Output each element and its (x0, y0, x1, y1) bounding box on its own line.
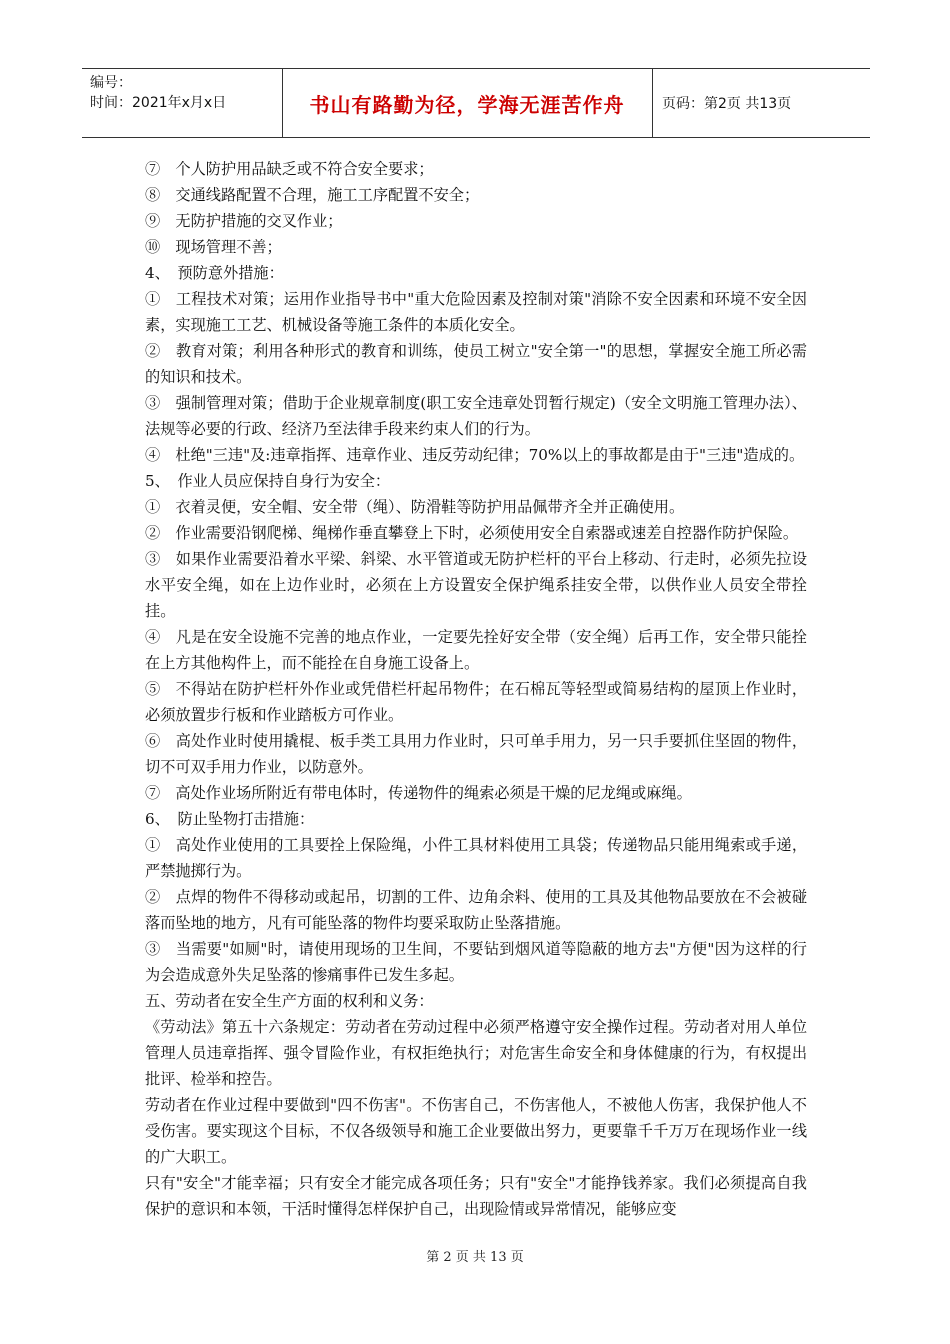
page-footer: 第 2 页 共 13 页 (426, 1250, 524, 1265)
paragraph: ⑤ 不得站在防护栏杆外作业或凭借栏杆起吊物件；在石棉瓦等轻型或简易结构的屋顶上作业时，必须放置步行板和作业踏板方可作业。 (145, 680, 807, 724)
paragraph: 《劳动法》第五十六条规定：劳动者在劳动过程中必须严格遵守安全操作过程。劳动者对用人单位管理人员违章指挥、强令冒险作业，有权拒绝执行；对危害生命安全和身体健康的行为，有权提出批评、检举和控告。 (145, 1018, 807, 1088)
document-body (145, 156, 807, 1222)
paragraph: ④ 凡是在安全设施不完善的地点作业，一定要先拴好安全带（安全绳）后再工作，安全带只能拴在上方其他构件上，而不能拴在自身施工设备上。 (145, 628, 807, 672)
section-heading: 6、 防止坠物打击措施： (145, 810, 315, 828)
paragraph: ⑨ 无防护措施的交叉作业； (145, 212, 343, 230)
paragraph: 劳动者在作业过程中要做到"四不伤害"。不伤害自己，不伤害他人，不被他人伤害，我保护他人不受伤害。要实现这个目标，不仅各级领导和施工企业要做出努力，更要靠千千万万在现场作业一线的广大职工。 (145, 1096, 807, 1166)
paragraph: ① 衣着灵便，安全帽、安全带（绳）、防滑鞋等防护用品佩带齐全并正确使用。 (145, 498, 685, 516)
paragraph: ② 作业需要沿钢爬梯、绳梯作垂直攀登上下时，必须使用安全自索器或速差自控器作防护保险。 (145, 524, 799, 542)
section-heading: 4、 预防意外措施： (145, 264, 284, 282)
paragraph: ③ 当需要"如厕"时，请使用现场的卫生间，不要钻到烟风道等隐蔽的地方去"方便"因为这样的行为会造成意外失足坠落的惨痛事件已发生多起。 (145, 940, 807, 984)
header-motto: 书山有路勤为径，学海无涯苦作舟 (309, 92, 625, 117)
document-number-label: 编号： (90, 75, 132, 91)
paragraph: ③ 如果作业需要沿着水平梁、斜梁、水平管道或无防护栏杆的平台上移动、行走时，必须先拉设水平安全绳，如在上边作业时，必须在上方设置安全保护绳系挂安全带，以供作业人员安全带拴挂。 (145, 550, 807, 620)
paragraph: ① 高处作业使用的工具要拴上保险绳，小件工具材料使用工具袋；传递物品只能用绳索或手递，严禁抛掷行为。 (145, 836, 807, 880)
section-heading: 5、 作业人员应保持自身行为安全： (145, 472, 391, 490)
document-time-label: 时间：2021年x月x日 (90, 95, 227, 111)
paragraph: ② 教育对策；利用各种形式的教育和训练，使员工树立"安全第一"的思想，掌握安全施工所必需的知识和技术。 (145, 342, 807, 386)
paragraph: ② 点焊的物件不得移动或起吊，切割的工件、边角余料、使用的工具及其他物品要放在不会被碰落而坠地的地方，凡有可能坠落的物件均要采取防止坠落措施。 (145, 888, 807, 932)
header-page-number: 页码：第2页 共13页 (662, 96, 792, 112)
paragraph: ⑧ 交通线路配置不合理，施工工序配置不安全； (145, 186, 480, 204)
header-divider (652, 69, 653, 137)
page-header (82, 68, 870, 138)
paragraph: ⑦ 个人防护用品缺乏或不符合安全要求； (145, 160, 434, 178)
paragraph: ③ 强制管理对策；借助于企业规章制度(职工安全违章处罚暂行规定)（安全文明施工管理办法）、法规等必要的行政、经济乃至法律手段来约束人们的行为。 (145, 394, 807, 438)
paragraph: ⑥ 高处作业时使用撬棍、板手类工具用力作业时，只可单手用力，另一只手要抓住坚固的物件，切不可双手用力作业，以防意外。 (145, 732, 807, 776)
paragraph: 只有"安全"才能幸福；只有安全才能完成各项任务；只有"安全"才能挣钱养家。我们必须提高自我保护的意识和本领，干活时懂得怎样保护自己，出现险情或异常情况，能够应变 (145, 1174, 807, 1218)
paragraph: ① 工程技术对策；运用作业指导书中"重大危险因素及控制对策"消除不安全因素和环境不安全因素，实现施工工艺、机械设备等施工条件的本质化安全。 (145, 290, 807, 334)
header-meta (90, 73, 290, 113)
section-heading: 五、劳动者在安全生产方面的权利和义务： (145, 992, 434, 1010)
paragraph: ⑩ 现场管理不善； (145, 238, 282, 256)
paragraph: ⑦ 高处作业场所附近有带电体时，传递物件的绳索必须是干燥的尼龙绳或麻绳。 (145, 784, 692, 802)
paragraph: ④ 杜绝"三违"及:违章指挥、违章作业、违反劳动纪律；70%以上的事故都是由于"三违"造成的。 (145, 446, 805, 464)
